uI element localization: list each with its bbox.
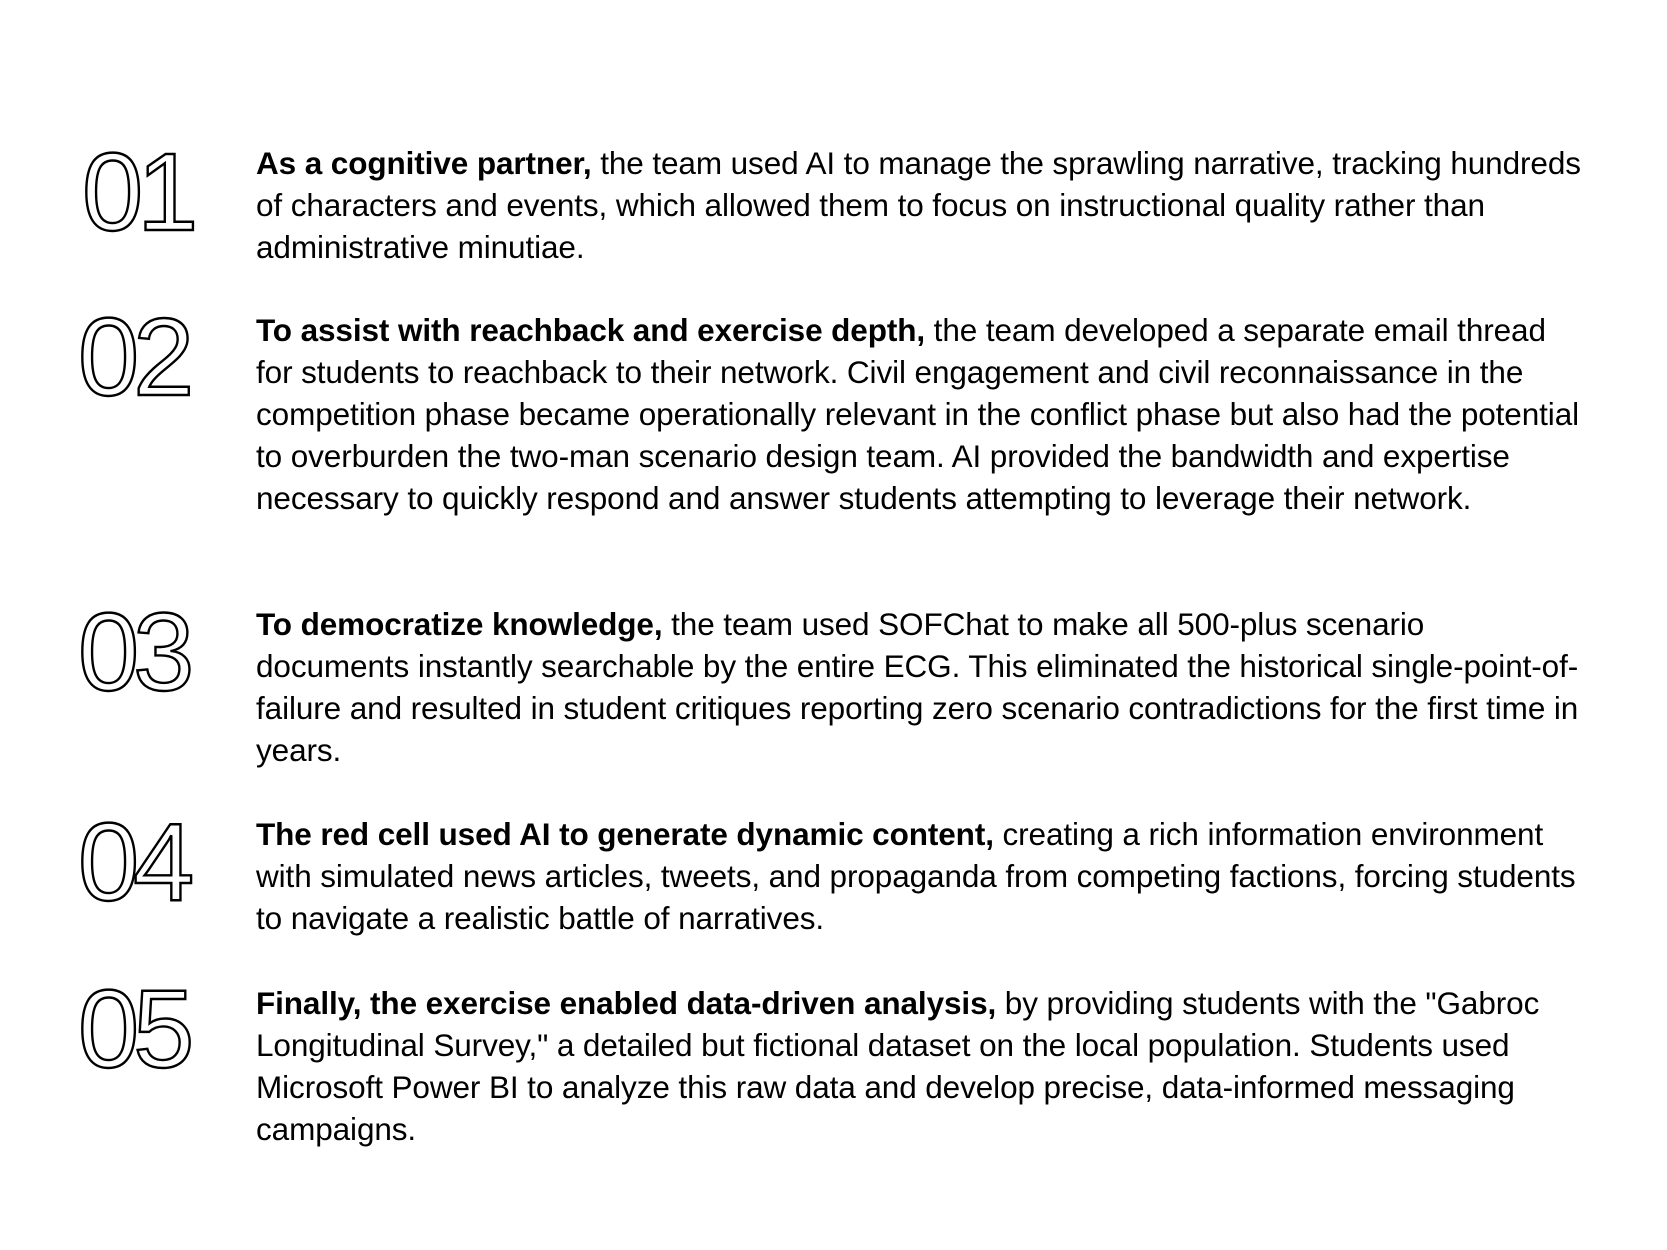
item-body-01: the team used AI to manage the sprawling narrative, tracking hundreds of characters and events, which allowed them to focus on instructional quality rather than administrative minutiae. — [256, 145, 1581, 265]
item-number-03 — [78, 591, 208, 714]
item-lead-01: As a cognitive partner, — [256, 145, 592, 181]
item-number-text-02: 02 — [78, 296, 189, 419]
item-lead-02: To assist with reachback and exercise depth, — [256, 312, 926, 348]
item-paragraph-02 — [256, 309, 1586, 519]
item-number-01 — [78, 131, 208, 254]
item-body-02: the team developed a separate email thread for students to reachback to their network. Civil engagement and civil reconnaissance in the competition phase became operationally relevant in the conflict phase but also had the potential to overburden the two-man scenario design team. AI provided the bandwidth and expertise necessary to quickly respond and answer students attempting to leverage their network. — [256, 312, 1580, 516]
item-paragraph-05 — [256, 982, 1586, 1150]
item-paragraph-01 — [256, 142, 1586, 268]
item-number-02 — [78, 296, 208, 419]
item-number-text-05: 05 — [78, 968, 189, 1091]
item-number-text-01: 01 — [82, 131, 193, 254]
item-number-04 — [78, 801, 208, 924]
item-paragraph-04 — [256, 813, 1586, 939]
item-number-text-03: 03 — [78, 591, 189, 714]
item-lead-04: The red cell used AI to generate dynamic content, — [256, 816, 994, 852]
item-body-05: by providing students with the "Gabroc Longitudinal Survey," a detailed but fictional dataset on the local population. Students used Microsoft Power BI to analyze this raw data and develop precise, data-informed messaging campaigns. — [256, 985, 1540, 1147]
item-number-text-04: 04 — [78, 801, 189, 924]
item-lead-03: To democratize knowledge, — [256, 606, 663, 642]
item-paragraph-03 — [256, 603, 1586, 771]
item-number-05 — [78, 968, 208, 1091]
item-body-03: the team used SOFChat to make all 500-plus scenario documents instantly searchable by the entire ECG. This eliminated the historical single-point-of-failure and resulted in student critiques reporting zero scenario contradictions for the first time in years. — [256, 606, 1579, 768]
item-lead-05: Finally, the exercise enabled data-driven analysis, — [256, 985, 997, 1021]
item-body-04: creating a rich information environment with simulated news articles, tweets, and propaganda from competing factions, forcing students to navigate a realistic battle of narratives. — [256, 816, 1576, 936]
